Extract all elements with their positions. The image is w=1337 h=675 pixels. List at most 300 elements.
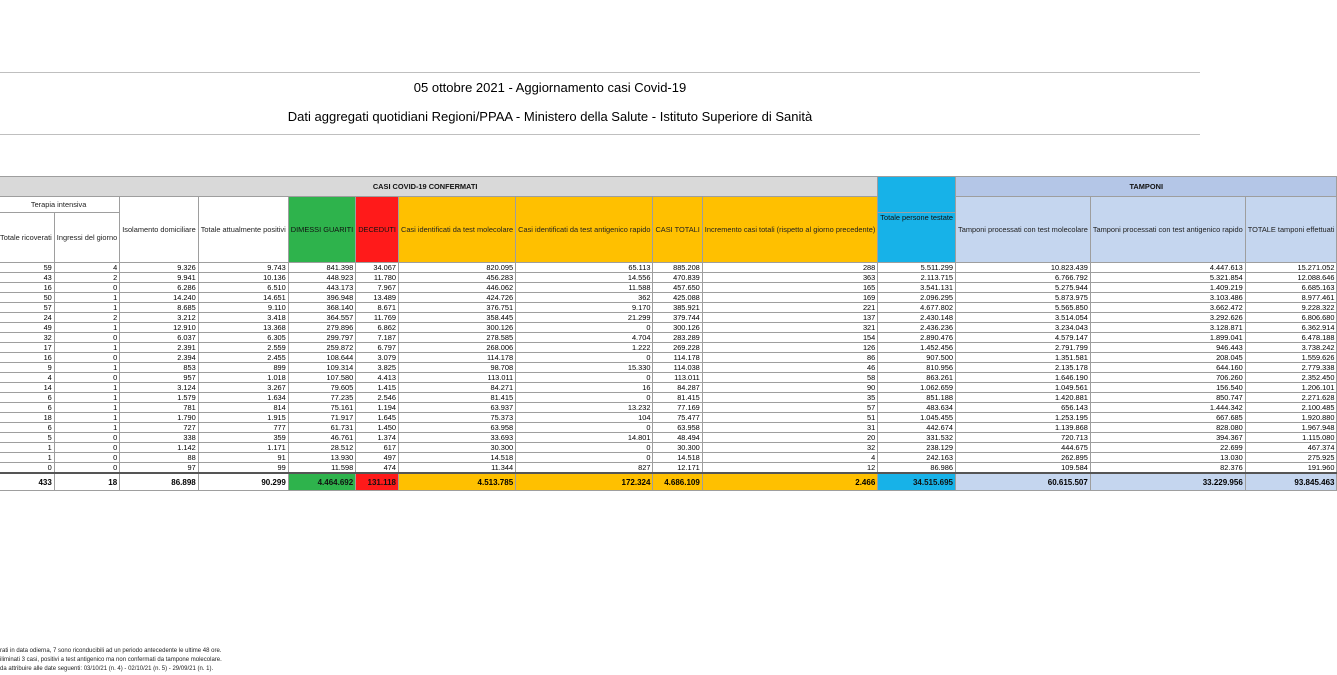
table-cell: 2.394 [120,353,199,363]
table-cell: 358.445 [398,313,515,323]
table-cell: 1.142 [120,443,199,453]
header-cell: Tamponi processati con test molecolare [956,197,1091,263]
table-row [0,333,1337,343]
table-cell: 850.747 [1090,393,1245,403]
table-cell: 644.160 [1090,363,1245,373]
table-cell: 443.173 [288,283,355,293]
header-cell: DECEDUTI [356,197,399,263]
table-cell: 1 [54,303,119,313]
table-cell: 113.011 [398,373,515,383]
table-cell: 2.135.178 [956,363,1091,373]
table-cell: 14.801 [516,433,653,443]
table-row [0,453,1337,463]
table-cell: 11.344 [398,463,515,474]
table-cell: 14.518 [398,453,515,463]
table-cell: 268.006 [398,343,515,353]
table-cell: 3.234.043 [956,323,1091,333]
table-cell: 720.713 [956,433,1091,443]
table-cell: 30.300 [398,443,515,453]
table-cell: 8.977.461 [1245,293,1337,303]
header-cell: Totale attualmente positivi [198,197,288,263]
table-cell: 3.825 [356,363,399,373]
table-cell: 75.477 [653,413,702,423]
table-cell: 9.228.322 [1245,303,1337,313]
table-row [0,283,1337,293]
table-cell: 0 [54,443,119,453]
table-cell: 5.873.975 [956,293,1091,303]
table-cell: 6.037 [120,333,199,343]
table-cell: 7.187 [356,333,399,343]
table-cell: 75.161 [288,403,355,413]
table-cell: 1.450 [356,423,399,433]
footnote: da attribuire alle date seguenti: 03/10/21 (n. 4) - 02/10/21 (n. 5) - 29/09/21 (n. 1). [0,666,214,672]
table-cell: 0 [54,373,119,383]
table-cell: 20 [702,433,877,443]
table-cell: 114.038 [653,363,702,373]
table-cell: 0 [516,443,653,453]
table-cell: 3.418 [198,313,288,323]
table-row [0,383,1337,393]
table-cell: 108.644 [288,353,355,363]
table-cell: 4.677.802 [878,303,956,313]
table-cell: 156.540 [1090,383,1245,393]
total-cell: 60.615.507 [956,473,1091,491]
table-cell: 10.823.439 [956,263,1091,273]
table-cell: 1 [54,363,119,373]
table-cell: 14.518 [653,453,702,463]
table-cell: 483.634 [878,403,956,413]
total-cell: 433 [0,473,54,491]
table-cell: 379.744 [653,313,702,323]
table-cell: 77.169 [653,403,702,413]
table-cell: 50 [0,293,54,303]
table-cell: 2 [54,313,119,323]
table-cell: 394.367 [1090,433,1245,443]
header-cell: Incremento casi totali (rispetto al giorno precedente) [702,197,877,263]
table-cell: 1.351.581 [956,353,1091,363]
table-cell: 2.271.628 [1245,393,1337,403]
table-cell: 1.920.880 [1245,413,1337,423]
table-cell: 1.222 [516,343,653,353]
table-cell: 35 [702,393,877,403]
table-cell: 14 [0,383,54,393]
table-cell: 1.062.659 [878,383,956,393]
table-cell: 853 [120,363,199,373]
table-cell: 448.923 [288,273,355,283]
table-row [0,303,1337,313]
table-cell: 16 [0,353,54,363]
table-cell: 28.512 [288,443,355,453]
header-cell [878,177,956,213]
table-cell: 169 [702,293,877,303]
table-cell: 259.872 [288,343,355,353]
table-cell: 49 [0,323,54,333]
table-cell: 275.925 [1245,453,1337,463]
table-cell: 364.557 [288,313,355,323]
table-cell: 1 [54,383,119,393]
table-cell: 1.409.219 [1090,283,1245,293]
table-cell: 321 [702,323,877,333]
table-cell: 91 [198,453,288,463]
header-cell: CASI TOTALI [653,197,702,263]
table-cell: 104 [516,413,653,423]
table-cell: 6.478.188 [1245,333,1337,343]
table-cell: 114.178 [398,353,515,363]
table-cell: 2.559 [198,343,288,353]
table-row [0,393,1337,403]
table-cell: 46.761 [288,433,355,443]
table-cell: 467.374 [1245,443,1337,453]
table-cell: 5 [0,433,54,443]
table-cell: 2.779.338 [1245,363,1337,373]
table-cell: 0 [54,353,119,363]
table-cell: 208.045 [1090,353,1245,363]
table-cell: 2.791.799 [956,343,1091,353]
table-cell: 4 [702,453,877,463]
table-cell: 9.170 [516,303,653,313]
table-row [0,433,1337,443]
table-row [0,343,1337,353]
table-cell: 51 [702,413,877,423]
totals-row [0,473,1337,491]
table-cell: 781 [120,403,199,413]
table-cell: 1.967.948 [1245,423,1337,433]
table-cell: 656.143 [956,403,1091,413]
table-cell: 221 [702,303,877,313]
table-row [0,413,1337,423]
table-cell: 0 [54,283,119,293]
table-cell: 242.163 [878,453,956,463]
table-cell: 63.937 [398,403,515,413]
table-cell: 32 [0,333,54,343]
total-cell: 34.515.695 [878,473,956,491]
top-rule [0,72,1200,73]
table-row [0,423,1337,433]
table-cell: 4.413 [356,373,399,383]
table-cell: 899 [198,363,288,373]
table-cell: 2.391 [120,343,199,353]
table-cell: 363 [702,273,877,283]
table-cell: 828.080 [1090,423,1245,433]
table-cell: 99 [198,463,288,474]
table-cell: 13.368 [198,323,288,333]
table-cell: 4.704 [516,333,653,343]
table-cell: 3.292.626 [1090,313,1245,323]
total-cell: 93.845.463 [1245,473,1337,491]
table-cell: 1 [54,293,119,303]
table-cell: 13.030 [1090,453,1245,463]
table-cell: 3.514.054 [956,313,1091,323]
table-cell: 1.018 [198,373,288,383]
table-cell: 46 [702,363,877,373]
table-cell: 5.275.944 [956,283,1091,293]
table-cell: 2.436.236 [878,323,956,333]
table-cell: 279.896 [288,323,355,333]
table-cell: 777 [198,423,288,433]
table-cell: 5.565.850 [956,303,1091,313]
table-cell: 1.415 [356,383,399,393]
table-cell: 107.580 [288,373,355,383]
table-cell: 957 [120,373,199,383]
total-cell: 18 [54,473,119,491]
table-cell: 814 [198,403,288,413]
table-cell: 0 [516,393,653,403]
table-cell: 2.546 [356,393,399,403]
total-cell: 4.686.109 [653,473,702,491]
table-cell: 6.862 [356,323,399,333]
table-cell: 61.731 [288,423,355,433]
table-row [0,313,1337,323]
table-cell: 32 [702,443,877,453]
table-cell: 6.766.792 [956,273,1091,283]
table-cell: 1.634 [198,393,288,403]
page-subtitle: Dati aggregati quotidiani Regioni/PPAA - Ministero della Salute - Istituto Superiore di Sanità [287,109,813,124]
table-cell: 3.103.486 [1090,293,1245,303]
table-cell: 1 [54,413,119,423]
table-cell: 4 [0,373,54,383]
table-cell: 1.444.342 [1090,403,1245,413]
table-cell: 97 [120,463,199,474]
table-cell: 1 [0,443,54,453]
table-cell: 7.967 [356,283,399,293]
table-cell: 851.188 [878,393,956,403]
table-cell: 11.588 [516,283,653,293]
table-cell: 262.895 [956,453,1091,463]
table-cell: 11.780 [356,273,399,283]
table-cell: 331.532 [878,433,956,443]
table-cell: 14.651 [198,293,288,303]
table-cell: 4.579.147 [956,333,1091,343]
table-cell: 59 [0,263,54,273]
total-cell: 86.898 [120,473,199,491]
table-cell: 9.941 [120,273,199,283]
table-cell: 57 [702,403,877,413]
table-row [0,263,1337,273]
table-cell: 0 [516,353,653,363]
table-cell: 5.321.854 [1090,273,1245,283]
table-cell: 114.178 [653,353,702,363]
table-cell: 863.261 [878,373,956,383]
table-cell: 1.253.195 [956,413,1091,423]
header-cell: Totale ricoverati [0,213,54,263]
table-cell: 1.559.626 [1245,353,1337,363]
table-cell: 17 [0,343,54,353]
total-cell: 131.118 [356,473,399,491]
table-cell: 3.079 [356,353,399,363]
table-cell: 21.299 [516,313,653,323]
table-cell: 18 [0,413,54,423]
table-cell: 165 [702,283,877,293]
table-cell: 6.806.680 [1245,313,1337,323]
table-cell: 396.948 [288,293,355,303]
table-cell: 617 [356,443,399,453]
table-cell: 4.447.613 [1090,263,1245,273]
table-cell: 88 [120,453,199,463]
table-cell: 3.662.472 [1090,303,1245,313]
table-cell: 385.921 [653,303,702,313]
table-cell: 86 [702,353,877,363]
table-cell: 300.126 [398,323,515,333]
header-cell: Totale persone testate [878,213,956,263]
table-cell: 15.330 [516,363,653,373]
table-cell: 946.443 [1090,343,1245,353]
table-cell: 425.088 [653,293,702,303]
table-cell: 109.314 [288,363,355,373]
table-cell: 1 [54,423,119,433]
table-cell: 81.415 [398,393,515,403]
table-cell: 11.769 [356,313,399,323]
table-cell: 12.171 [653,463,702,474]
table-cell: 238.129 [878,443,956,453]
total-cell: 4.464.692 [288,473,355,491]
table-cell: 12.088.646 [1245,273,1337,283]
table-cell: 84.287 [653,383,702,393]
table-cell: 5.511.299 [878,263,956,273]
table-cell: 43 [0,273,54,283]
table-cell: 77.235 [288,393,355,403]
header-cell: Casi identificati da test molecolare [398,197,515,263]
table-cell: 0 [516,323,653,333]
table-cell: 2.100.485 [1245,403,1337,413]
table-cell: 65.113 [516,263,653,273]
table-cell: 1 [54,323,119,333]
group-header-confirmed: CASI COVID-19 CONFERMATI [0,177,878,197]
table-cell: 2.430.148 [878,313,956,323]
table-cell: 11.598 [288,463,355,474]
table-cell: 16 [516,383,653,393]
table-cell: 0 [516,453,653,463]
table-cell: 269.228 [653,343,702,353]
table-cell: 82.376 [1090,463,1245,474]
table-row [0,463,1337,474]
table-cell: 15.271.052 [1245,263,1337,273]
group-header-tamponi: TAMPONI [956,177,1337,197]
table-cell: 1.579 [120,393,199,403]
table-cell: 10.136 [198,273,288,283]
table-cell: 6.510 [198,283,288,293]
table-cell: 1.194 [356,403,399,413]
group-header-icu: Terapia intensiva [0,197,120,213]
table-cell: 79.605 [288,383,355,393]
total-cell: 4.513.785 [398,473,515,491]
table-cell: 48.494 [653,433,702,443]
table-cell: 444.675 [956,443,1091,453]
table-cell: 31 [702,423,877,433]
table-cell: 368.140 [288,303,355,313]
table-cell: 3.738.242 [1245,343,1337,353]
table-cell: 6 [0,403,54,413]
table-cell: 30.300 [653,443,702,453]
table-cell: 6.797 [356,343,399,353]
table-cell: 6.305 [198,333,288,343]
table-cell: 58 [702,373,877,383]
table-cell: 6.362.914 [1245,323,1337,333]
header-cell: Tamponi processati con test antigenico rapido [1090,197,1245,263]
table-cell: 0 [516,423,653,433]
table-cell: 1.915 [198,413,288,423]
table-cell: 9.110 [198,303,288,313]
table-cell: 9.743 [198,263,288,273]
table-cell: 0 [54,433,119,443]
table-cell: 14.240 [120,293,199,303]
table-cell: 810.956 [878,363,956,373]
table-cell: 113.011 [653,373,702,383]
table-cell: 885.208 [653,263,702,273]
table-cell: 727 [120,423,199,433]
table-cell: 137 [702,313,877,323]
table-cell: 86.986 [878,463,956,474]
table-cell: 90 [702,383,877,393]
table-cell: 1.420.881 [956,393,1091,403]
table-cell: 24 [0,313,54,323]
table-cell: 1.790 [120,413,199,423]
table-cell: 3.212 [120,313,199,323]
table-cell: 1 [54,403,119,413]
table-cell: 34.067 [356,263,399,273]
footnote: iliminati 3 casi, positivi a test antigenico ma non confermati da tampone molecolare. [0,657,222,663]
covid-data-table [0,176,1337,491]
table-cell: 820.095 [398,263,515,273]
table-cell: 338 [120,433,199,443]
table-cell: 362 [516,293,653,303]
table-cell: 667.685 [1090,413,1245,423]
table-cell: 1 [54,343,119,353]
table-cell: 376.751 [398,303,515,313]
table-cell: 442.674 [878,423,956,433]
table-cell: 3.267 [198,383,288,393]
table-cell: 98.708 [398,363,515,373]
table-cell: 0 [54,333,119,343]
table-cell: 841.398 [288,263,355,273]
table-cell: 1.115.080 [1245,433,1337,443]
table-cell: 81.415 [653,393,702,403]
table-cell: 1 [54,393,119,403]
table-row [0,373,1337,383]
table-cell: 470.839 [653,273,702,283]
table-cell: 1.045.455 [878,413,956,423]
header-cell: Ingressi del giorno [54,213,119,263]
table-cell: 706.260 [1090,373,1245,383]
table-cell: 2 [54,273,119,283]
table-cell: 456.283 [398,273,515,283]
header-cell: Isolamento domiciliare [120,197,199,263]
table-cell: 6 [0,393,54,403]
table-cell: 12.910 [120,323,199,333]
table-cell: 63.958 [398,423,515,433]
table-cell: 13.489 [356,293,399,303]
table-cell: 2.455 [198,353,288,363]
table-cell: 283.289 [653,333,702,343]
table-cell: 1.206.101 [1245,383,1337,393]
table-row [0,293,1337,303]
header-cell: Casi identificati da test antigenico rapido [516,197,653,263]
table-row [0,353,1337,363]
header-cell: TOTALE tamponi effettuati [1245,197,1337,263]
table-cell: 497 [356,453,399,463]
table-cell: 16 [0,283,54,293]
table-cell: 13.232 [516,403,653,413]
table-cell: 84.271 [398,383,515,393]
table-cell: 0 [54,453,119,463]
total-cell: 172.324 [516,473,653,491]
table-cell: 191.960 [1245,463,1337,474]
table-cell: 6 [0,423,54,433]
table-cell: 6.685.163 [1245,283,1337,293]
table-cell: 22.699 [1090,443,1245,453]
table-cell: 1.374 [356,433,399,443]
table-cell: 2.113.715 [878,273,956,283]
header-cell: DIMESSI GUARITI [288,197,355,263]
